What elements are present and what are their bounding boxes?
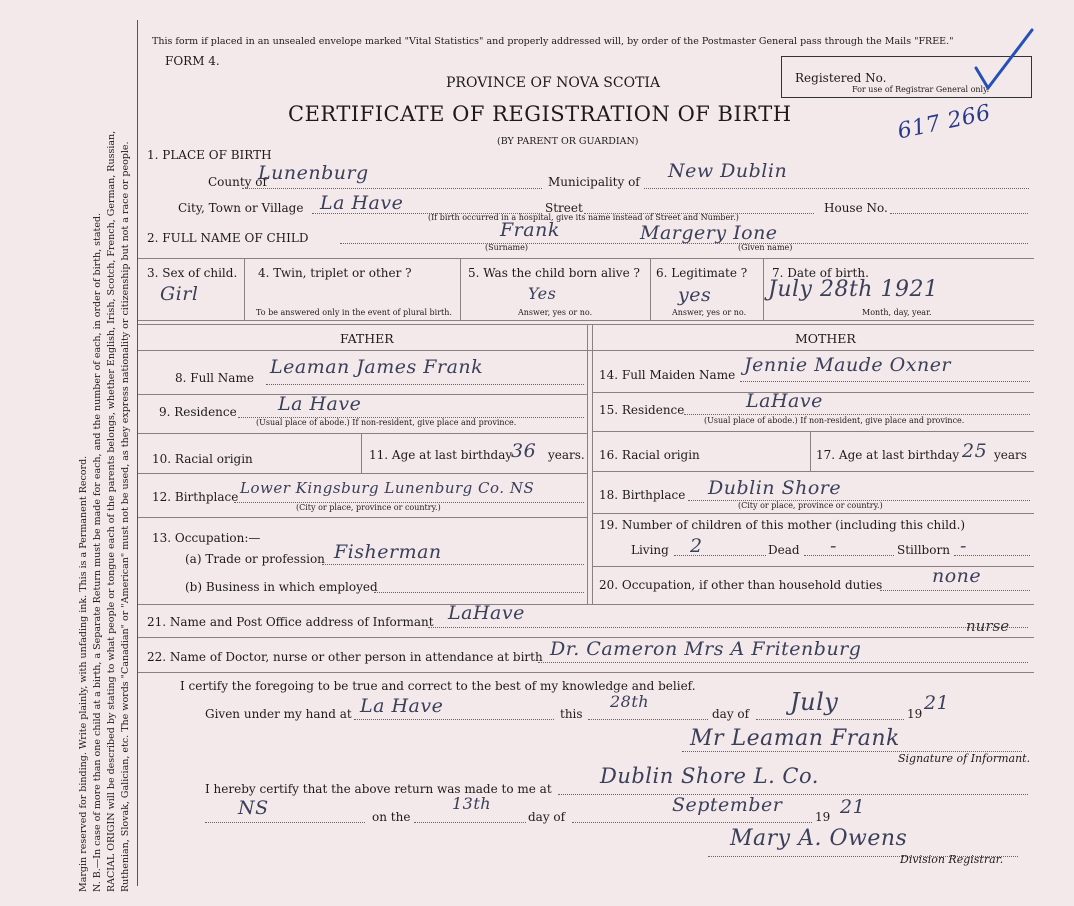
return-year-value: 21 xyxy=(840,796,866,818)
informant-line xyxy=(428,627,1028,628)
year-prefix-2: 19 xyxy=(815,810,831,824)
m-rule-4 xyxy=(592,513,1034,514)
province-heading: PROVINCE OF NOVA SCOTIA xyxy=(446,75,661,91)
return-text: I hereby certify that the above return was made to me at xyxy=(205,782,552,796)
given-day-line xyxy=(588,719,708,720)
mother-residence-label: 15. Residence xyxy=(599,403,685,417)
mother-occupation-value: none xyxy=(932,565,982,587)
f-rule-2 xyxy=(138,433,587,434)
year-prefix: 19 xyxy=(907,707,923,721)
parents-top-rule xyxy=(138,324,1034,325)
row3-div-2 xyxy=(460,258,461,320)
dead-label: Dead xyxy=(768,543,800,557)
mother-residence-value: LaHave xyxy=(746,390,823,412)
father-occupation-label: 13. Occupation:— xyxy=(152,531,261,545)
on-the-label: on the xyxy=(372,810,411,824)
dob-note: Month, day, year. xyxy=(862,308,932,317)
parents-center-rule xyxy=(587,324,588,604)
return-day-value: 13th xyxy=(452,794,492,813)
municipality-label: Municipality of xyxy=(548,175,640,189)
father-name-value: Leaman James Frank xyxy=(270,356,484,378)
f-rule-3 xyxy=(138,473,587,474)
check-mark-icon xyxy=(968,24,1038,94)
given-month-value: July xyxy=(790,688,839,716)
certify-text: I certify the foregoing to be true and correct to the best of my knowledge and belief. xyxy=(180,679,696,693)
dead-value: - xyxy=(830,535,837,557)
form-number: FORM 4. xyxy=(165,54,220,68)
day-of-label-2: day of xyxy=(528,810,566,824)
m-rule-3 xyxy=(592,471,1034,472)
house-line xyxy=(890,213,1028,214)
dead-line xyxy=(804,555,894,556)
father-residence-label: 9. Residence xyxy=(159,405,237,419)
given-month-line xyxy=(756,719,904,720)
mother-age-label: 17. Age at last birthday xyxy=(816,448,960,462)
parents-center-rule-2 xyxy=(592,324,593,604)
row3-div-1 xyxy=(244,258,245,320)
father-business-line xyxy=(374,592,584,593)
mother-name-label: 14. Full Maiden Name xyxy=(599,368,736,382)
alive-note: Answer, yes or no. xyxy=(518,308,593,317)
informant-value: LaHave xyxy=(448,602,525,624)
child-name-label: 2. FULL NAME OF CHILD xyxy=(147,231,309,245)
legit-label: 6. Legitimate ? xyxy=(656,266,748,280)
sex-label: 3. Sex of child. xyxy=(147,266,238,280)
county-value: Lunenburg xyxy=(258,162,369,184)
municipality-value: New Dublin xyxy=(668,160,788,182)
county-label: County of xyxy=(208,175,267,189)
return-day-line xyxy=(414,822,526,823)
postal-notice: This form if placed in an unsealed envelope marked "Vital Statistics" and properly addressed will, by order of the Postmaster General pass through the Mails "FREE." xyxy=(152,36,954,47)
municipality-line xyxy=(644,188,1029,189)
doctor-value: Dr. Cameron Mrs A Fritenburg xyxy=(550,638,862,660)
informant-label: 21. Name and Post Office address of Informant xyxy=(147,615,434,629)
registrar-caption: Division Registrar. xyxy=(900,853,1004,866)
margin-binding-note: Margin reserved for binding. Write plainly, with unfading ink. This is a Permanent Record. xyxy=(78,455,89,892)
doctor-line xyxy=(538,662,1028,663)
m-rule-2 xyxy=(592,431,1034,432)
father-years-label: years. xyxy=(548,448,585,462)
left-border xyxy=(137,20,138,886)
doctor-rule xyxy=(138,672,1034,673)
return-place2-line xyxy=(205,822,365,823)
sex-value: Girl xyxy=(160,283,199,305)
given-note: (Given name) xyxy=(738,243,793,252)
mother-children-label: 19. Number of children of this mother (including this child.) xyxy=(599,518,966,532)
registrar-note: For use of Registrar General only. xyxy=(852,85,990,94)
mother-birthplace-label: 18. Birthplace xyxy=(599,488,686,502)
legit-note: Answer, yes or no. xyxy=(672,308,747,317)
hospital-note: (If birth occurred in a hospital, give its name instead of Street and Number.) xyxy=(428,213,739,222)
father-residence-note: (Usual place of abode.) If non-resident, give place and province. xyxy=(256,418,517,427)
county-line xyxy=(242,188,542,189)
signature-caption: Signature of Informant. xyxy=(898,752,1031,765)
mother-birthplace-value: Dublin Shore xyxy=(708,477,842,499)
stillborn-label: Stillborn xyxy=(897,543,950,557)
living-label: Living xyxy=(631,543,669,557)
twin-label: 4. Twin, triplet or other ? xyxy=(258,266,412,280)
return-month-line xyxy=(572,822,812,823)
mother-name-line xyxy=(740,381,1030,382)
place-of-birth-label: 1. PLACE OF BIRTH xyxy=(147,148,272,162)
stillborn-value: - xyxy=(960,535,967,557)
return-place-line xyxy=(558,794,1028,795)
father-racial-label: 10. Racial origin xyxy=(152,452,253,466)
f-rule-4 xyxy=(138,517,587,518)
father-age-value: 36 xyxy=(511,440,537,462)
page-subtitle: (BY PARENT OR GUARDIAN) xyxy=(497,136,639,147)
city-label: City, Town or Village xyxy=(178,201,304,215)
row3-div-3 xyxy=(650,258,651,320)
father-birthplace-note: (City or place, province or country.) xyxy=(296,503,441,512)
parents-heading-rule xyxy=(138,350,1034,351)
registered-number: 617 266 xyxy=(895,100,994,145)
mother-age-value: 25 xyxy=(962,440,988,462)
alive-label: 5. Was the child born alive ? xyxy=(468,266,640,280)
mother-years-label: years xyxy=(994,448,1027,462)
given-place-value: La Have xyxy=(360,695,444,717)
alive-value: Yes xyxy=(528,284,557,303)
f-racial-div xyxy=(361,433,362,473)
registrar-signature: Mary A. Owens xyxy=(730,826,908,851)
child-surname-value: Frank xyxy=(500,219,560,241)
doctor-label: 22. Name of Doctor, nurse or other person in attendance at birth xyxy=(147,650,543,664)
m-racial-div xyxy=(810,431,811,471)
return-month-value: September xyxy=(672,794,783,816)
father-trade-label: (a) Trade or profession xyxy=(185,552,325,566)
house-label: House No. xyxy=(824,201,888,215)
father-age-label: 11. Age at last birthday xyxy=(369,448,513,462)
mother-name-value: Jennie Maude Oxner xyxy=(744,354,952,376)
registered-label: Registered No. xyxy=(795,71,887,85)
mother-residence-line xyxy=(684,414,1030,415)
father-name-label: 8. Full Name xyxy=(175,371,254,385)
legit-value: yes xyxy=(678,284,712,306)
father-trade-line xyxy=(322,564,584,565)
given-day-value: 28th xyxy=(610,692,650,711)
mother-birthplace-note: (City or place, province or country.) xyxy=(738,501,883,510)
living-line xyxy=(674,555,766,556)
mother-heading: MOTHER xyxy=(795,331,856,346)
dob-label: 7. Date of birth. xyxy=(772,266,869,280)
row3-top-rule xyxy=(138,258,1034,259)
child-given-value: Margery Ione xyxy=(640,222,778,244)
surname-note: (Surname) xyxy=(485,243,528,252)
father-birthplace-value: Lower Kingsburg Lunenburg Co. NS xyxy=(240,479,535,497)
city-value: La Have xyxy=(320,192,404,214)
return-place-value: Dublin Shore L. Co. xyxy=(600,764,819,788)
nurse-note: nurse xyxy=(966,617,1010,635)
father-birthplace-label: 12. Birthplace xyxy=(152,490,239,504)
twin-note: To be answered only in the event of plural birth. xyxy=(256,308,452,317)
margin-nb-note: N. B.—In case of more than one child at a birth, a Separate Return must be made for each, and the number of each, in order of birth, stated. xyxy=(92,212,103,892)
informant-signature: Mr Leaman Frank xyxy=(690,726,900,751)
row3-div-4 xyxy=(763,258,764,320)
given-label: Given under my hand at xyxy=(205,707,352,721)
dob-value: July 28th 1921 xyxy=(768,277,939,302)
mother-racial-label: 16. Racial origin xyxy=(599,448,700,462)
given-year-value: 21 xyxy=(924,692,950,714)
street-label: Street xyxy=(545,201,583,215)
living-value: 2 xyxy=(690,535,703,557)
given-place-line xyxy=(354,719,554,720)
row3-bottom-rule xyxy=(138,320,1034,321)
parents-bottom-rule xyxy=(138,604,1034,605)
father-name-line xyxy=(266,384,584,385)
father-residence-value: La Have xyxy=(278,393,362,415)
this-label: this xyxy=(560,707,583,721)
f-rule-1 xyxy=(138,394,587,395)
father-heading: FATHER xyxy=(340,331,394,346)
margin-racial-note-1: RACIAL ORIGIN will be described by stating to what people or tongue each of the parents belongs, whether English, Irish, Scotch, French, German, Russian, xyxy=(106,130,117,892)
page-title: CERTIFICATE OF REGISTRATION OF BIRTH xyxy=(288,102,792,126)
father-business-label: (b) Business in which employed xyxy=(185,580,378,594)
mother-residence-note: (Usual place of abode.) If non-resident, give place and province. xyxy=(704,416,965,425)
return-place2-value: NS xyxy=(238,797,269,819)
day-of-label: day of xyxy=(712,707,750,721)
father-trade-value: Fisherman xyxy=(334,541,442,563)
margin-racial-note-2: Ruthenian, Slovak, Galician, etc. The words "Canadian" or "American" must not be used, as they express nationality or citizenship but not a race or people. xyxy=(120,141,131,892)
mother-occupation-line xyxy=(880,590,1030,591)
mother-occupation-label: 20. Occupation, if other than household duties xyxy=(599,578,883,592)
